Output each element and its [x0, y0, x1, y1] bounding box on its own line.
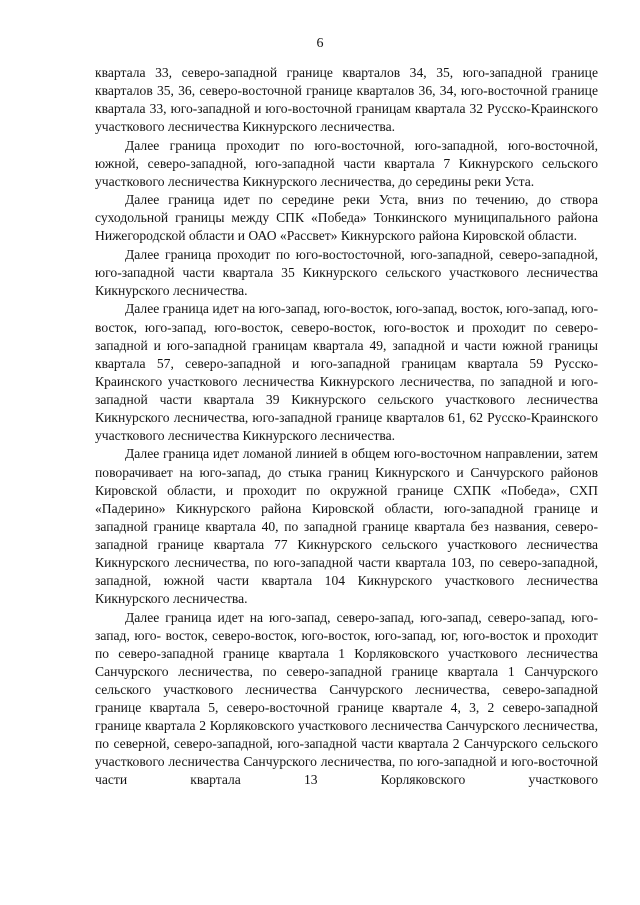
paragraph-6: Далее граница идет ломаной линией в общем юго-восточном направлении, затем поворачивает на юго-запад, до стыка границ Кикнурского и Санчурского районов Кировской области, и проходит по окружной границе СХПК «Победа», СХП «Падерино» Кикнурского района Кировской области, юго-западной границе и западной границе квартала 40, по западной границе квартала без названия, северо-западной границе квартала 77 Кикнурского сельского участкового лесничества Кикнурского лесничества, по юго-западной части квартала 103, по северо-западной, западной, южной части квартала 104 Кикнурского участкового лесничества Кикнурского лесничества.	[95, 446, 598, 607]
paragraph-2: Далее граница проходит по юго-восточной, юго-западной, юго-восточной, южной, северо-западной, юго-западной части квартала 7 Кикнурского сельского участкового лесничества Кикнурского лесничества, до середины реки Уста.	[95, 137, 598, 189]
paragraph-3: Далее граница идет по середине реки Уста, вниз по течению, до створа суходольной границы между СПК «Победа» Тонкинского муниципального района Нижегородской области и ОАО «Рассвет» Кикнурского района Кировской области.	[95, 192, 598, 244]
page-number: 6	[316, 36, 324, 51]
paragraph-4: Далее граница проходит по юго-востосточной, юго-западной, северо-западной, юго-западной части квартала 35 Кикнурского сельского участкового лесничества Кикнурского лесничества.	[95, 246, 598, 299]
paragraph-5: Далее граница идет на юго-запад, юго-восток, юго-запад, восток, юго-запад, юго-восток, юго-запад, юго-восток, северо-восток, юго-восток и проходит по северо-западной и юго-западной границам квартала 49, западной и части южной границы квартала 57, северо-западной и юго-западной границам квартала 59 Русско-Краинского участкового лесничества Кикнурского лесничества, по западной и юго-западной части квартала 39 Кикнурского сельского участкового лесничества Кикнурского лесничества, юго-западной границе кварталов 61, 62 Русско-Краинского участкового лесничества Кикнурского лесничества.	[95, 301, 598, 444]
paragraph-7: Далее граница идет на юго-запад, северо-запад, юго-запад, северо-запад, юго-запад, юго- восток, северо-восток, юго-восток, юго-запад, юг, юго-восток и проходит по северо-западной границе квартала 1 Корляковского участкового лесничества Санчурского лесничества, по северо-западной границе квартала 1 Санчурского сельского участкового лесничества Санчурского лесничества, северо-западной границе квартала 5, северо-восточной границе квартале 4, 3, 2 северо-западной границе квартала 2 Корляковского участкового лесничества Санчурского лесничества, по северной, северо-западной, юго-западной части квартала 2 Санчурского сельского участкового лесничества Санчурского лесничества, по юго-западной и юго-восточной части квартала 13 Корляковского участкового	[95, 609, 598, 788]
document-body	[95, 64, 598, 790]
paragraph-1: квартала 33, северо-западной границе кварталов 34, 35, юго-западной границе кварталов 35, 36, северо-восточной границе кварталов 36, 34, юго-восточной границе квартала 33, юго-западной и юго-восточной границам квартала 32 Русско-Краинского участкового лесничества Кикнурского лесничества.	[95, 65, 598, 135]
